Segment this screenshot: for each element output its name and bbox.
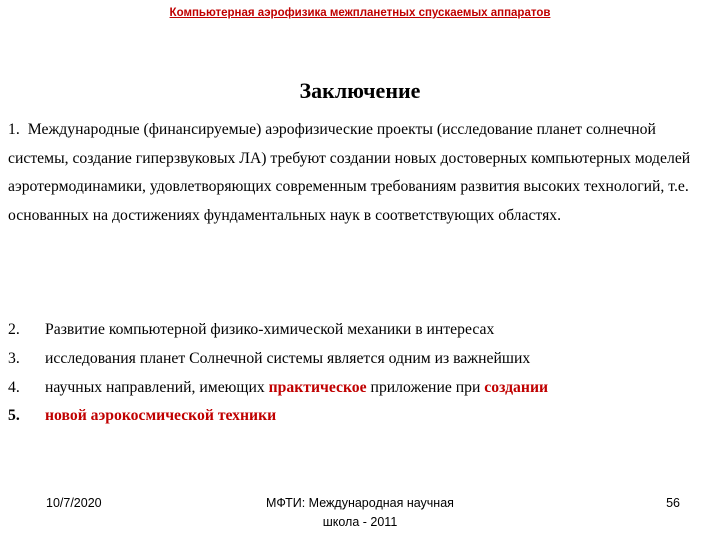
footer-date: 10/7/2020 — [46, 496, 102, 510]
paragraph-1-number: 1. — [8, 121, 20, 138]
footer-page-number: 56 — [666, 496, 680, 510]
paragraph-1 — [8, 116, 712, 230]
slide-header: Компьютерная аэрофизика межпланетных спускаемых аппаратов — [169, 7, 551, 19]
slide-title: Заключение — [299, 78, 421, 103]
list-number-2: 2. — [8, 321, 20, 338]
list-number-4: 4. — [8, 378, 20, 396]
paragraph-1-text: Международные (финансируемые) аэрофизические проекты (исследование планет солнечной системы, создание гиперзвуковых ЛА) требуют создании новых достоверных компьютерных моделей аэротермодинамики, удовлетворяющих современным требованиям развития высоких технологий, т.е. основанных на достижениях фундаментальных наук в соответствующих областях. — [8, 121, 691, 224]
footer-center-line-1: МФТИ: Международная научная — [266, 496, 454, 510]
list-number-5: 5. — [8, 407, 20, 425]
list-number-3: 3. — [8, 349, 20, 367]
highlight-practical: практическое — [268, 378, 367, 396]
statement-line-4: новой аэрокосмической техники — [45, 407, 277, 425]
highlight-creation: создании — [484, 378, 549, 396]
statement-line-1: Развитие компьютерной физико-химической механики в интересах — [45, 321, 495, 338]
footer-center — [240, 494, 480, 532]
statement-line-3-part-c: приложение при — [366, 378, 485, 396]
footer-center-line-2: школа - 2011 — [322, 515, 398, 529]
statement-line-3 — [45, 374, 548, 403]
statement-line-2: исследования планет Солнечной системы является одним из важнейших — [45, 349, 531, 367]
statement-line-3-part-a: научных направлений, имеющих — [45, 378, 269, 396]
